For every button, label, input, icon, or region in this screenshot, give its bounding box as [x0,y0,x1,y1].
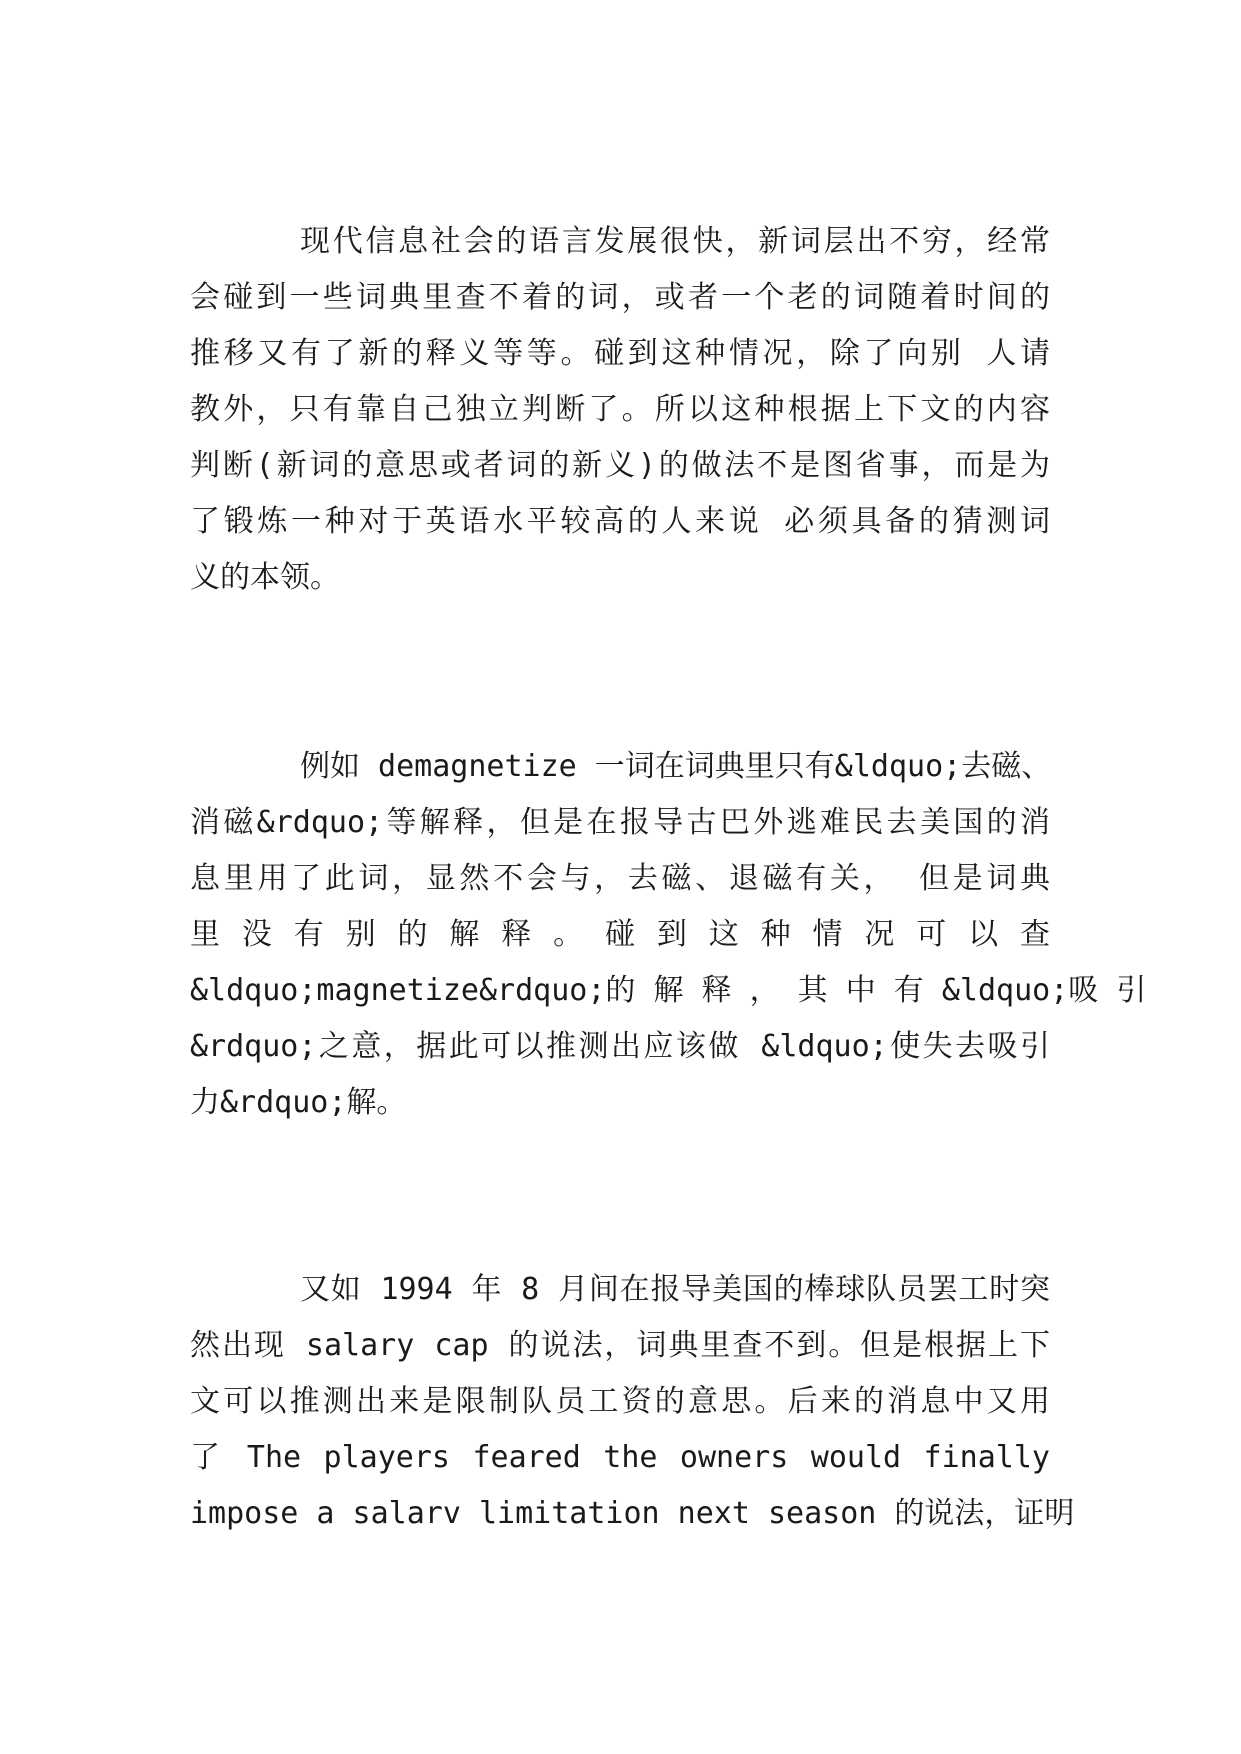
paragraph-2-line-7: 力&rdquo;解。 [190,1085,407,1120]
paragraph-3-line-2: 然出现 salary cap 的说法，词典里查不到。但是根据上下 [190,1328,1050,1363]
paragraph-3-line-1: 又如 1994 年 8 月间在报导美国的棒球队员罢工时突 [300,1272,1050,1307]
paragraph-1-line-3: 推移又有了新的释义等等。碰到这种情况，除了向别 人请 [190,336,1050,371]
paragraph-2-line-5: &ldquo;magnetize&rdquo;的 解 释 ， 其 中 有 &ldquo;吸 引 [190,973,1147,1008]
paragraph-3-line-3: 文可以推测出来是限制队员工资的意思。后来的消息中又用 [190,1384,1050,1419]
paragraph-1-line-1: 现代信息社会的语言发展很快，新词层出不穷，经常 [300,224,1050,259]
paragraph-1-line-4: 教外，只有靠自己独立判断了。所以这种根据上下文的内容 [190,392,1050,427]
paragraph-2-line-4: 里 没 有 别 的 解 释 。 碰 到 这 种 情 况 可 以 查 [190,917,1050,952]
paragraph-1-line-5: 判断(新词的意思或者词的新义)的做法不是图省事，而是为 [190,448,1050,483]
paragraph-2-line-1: 例如 demagnetize 一词在词典里只有&ldquo;去磁、 [300,749,1052,784]
paragraph-3-line-5: impose a salarv limitation next season 的说法，证明 [190,1496,1075,1531]
paragraph-2-line-2: 消磁&rdquo;等解释，但是在报导古巴外逃难民去美国的消 [190,805,1050,840]
paragraph-1-line-7: 义的本领。 [190,560,340,595]
paragraph-2-line-3: 息里用了此词，显然不会与，去磁、退磁有关， 但是词典 [190,861,1050,896]
paragraph-1-line-6: 了锻炼一种对于英语水平较高的人来说 必须具备的猜测词 [190,504,1050,539]
paragraph-3-line-4: 了 The players feared the owners would finally [190,1440,1050,1475]
paragraph-2-line-6: &rdquo;之意，据此可以推测出应该做 &ldquo;使失去吸引 [190,1029,1050,1064]
paragraph-1-line-2: 会碰到一些词典里查不着的词，或者一个老的词随着时间的 [190,280,1050,315]
